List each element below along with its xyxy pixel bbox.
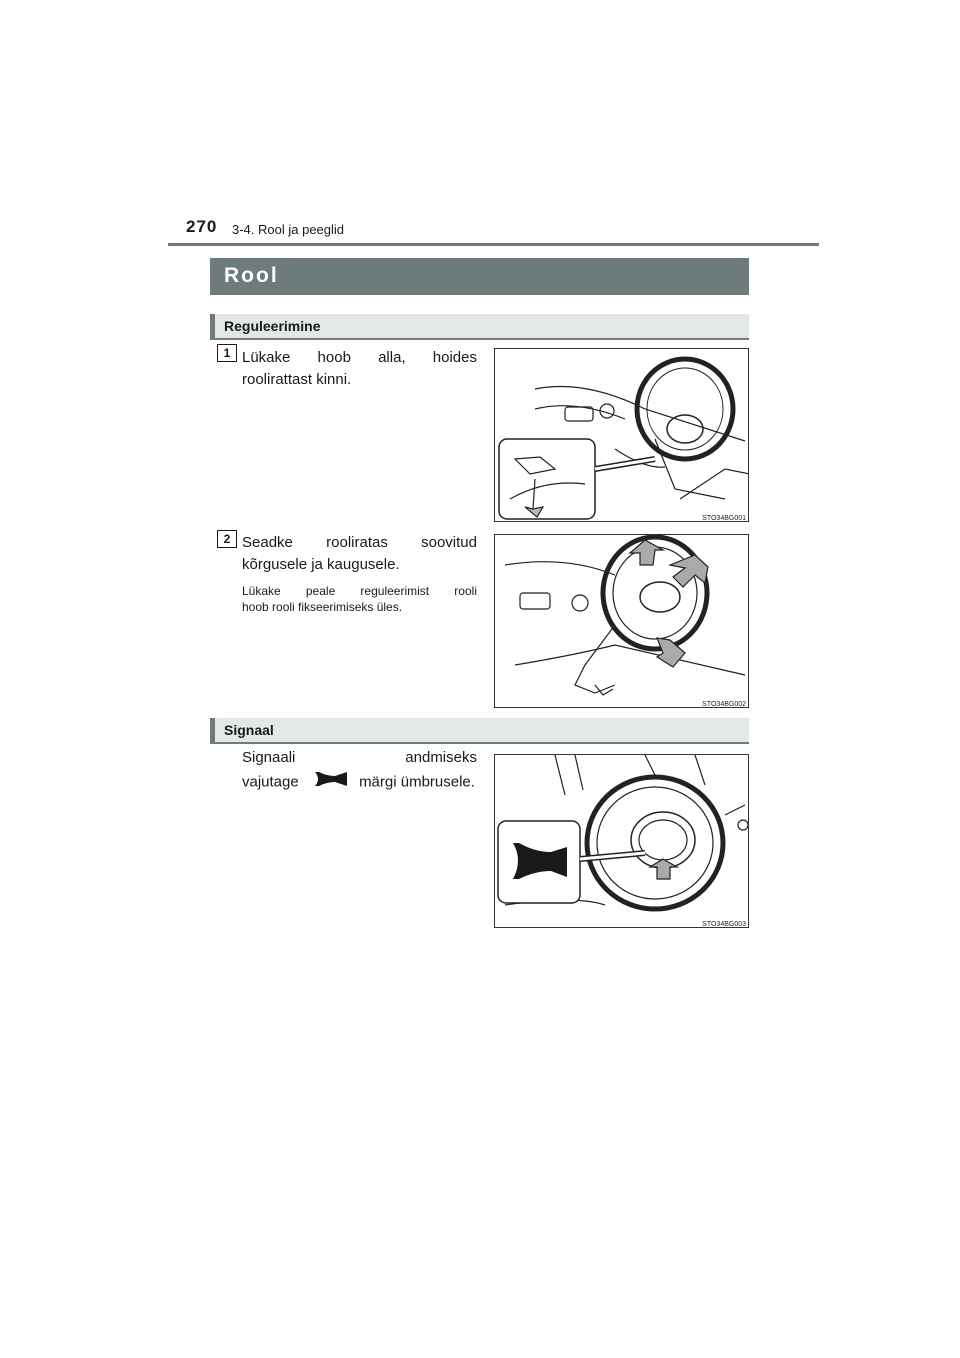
subsection-title-horn: Signaal bbox=[224, 722, 274, 738]
step2-text-line1: Seadke rooliratas soovitud bbox=[242, 534, 477, 551]
steering-lever-illustration bbox=[495, 349, 749, 522]
step1-text-line2: roolirattast kinni. bbox=[242, 371, 352, 388]
section-title: Rool bbox=[224, 264, 279, 287]
page-number: 270 bbox=[186, 217, 218, 236]
figure-code-2: STO34BG002 bbox=[702, 701, 746, 708]
subsection-heading-adjust bbox=[210, 314, 749, 340]
figure-code-1: STO34BG001 bbox=[702, 515, 746, 522]
step-badge-1: 1 bbox=[217, 344, 237, 362]
section-banner bbox=[210, 258, 749, 295]
figure-steering-adjust bbox=[494, 534, 749, 708]
step2-text-line2: kõrgusele ja kaugusele. bbox=[242, 556, 400, 573]
steering-adjust-illustration bbox=[495, 535, 749, 708]
figure-horn bbox=[494, 754, 749, 928]
subsection-title: Reguleerimine bbox=[224, 318, 321, 334]
step1-text-line1: Lükake hoob alla, hoides bbox=[242, 349, 477, 366]
horn-text-before: vajutage bbox=[242, 773, 299, 791]
figure-code-3: STO34BG003 bbox=[702, 921, 746, 928]
horn-text-line2 bbox=[242, 770, 477, 795]
step2-note-line1: Lükake peale reguleerimist rooli bbox=[242, 584, 477, 598]
header-rule bbox=[168, 243, 819, 246]
step2-note-line2: hoob rooli fikseerimiseks üles. bbox=[242, 600, 403, 614]
figure-steering-lever bbox=[494, 348, 749, 522]
step2-note bbox=[242, 583, 477, 615]
horn-illustration bbox=[495, 755, 749, 928]
horn-text-line1: Signaali andmiseks bbox=[242, 749, 477, 766]
subsection-heading-horn bbox=[210, 718, 749, 744]
chapter-title: 3-4. Rool ja peeglid bbox=[232, 222, 345, 237]
step-badge-2: 2 bbox=[217, 530, 237, 548]
horn-icon bbox=[313, 770, 349, 795]
horn-text-after: märgi ümbrusele. bbox=[359, 773, 475, 791]
